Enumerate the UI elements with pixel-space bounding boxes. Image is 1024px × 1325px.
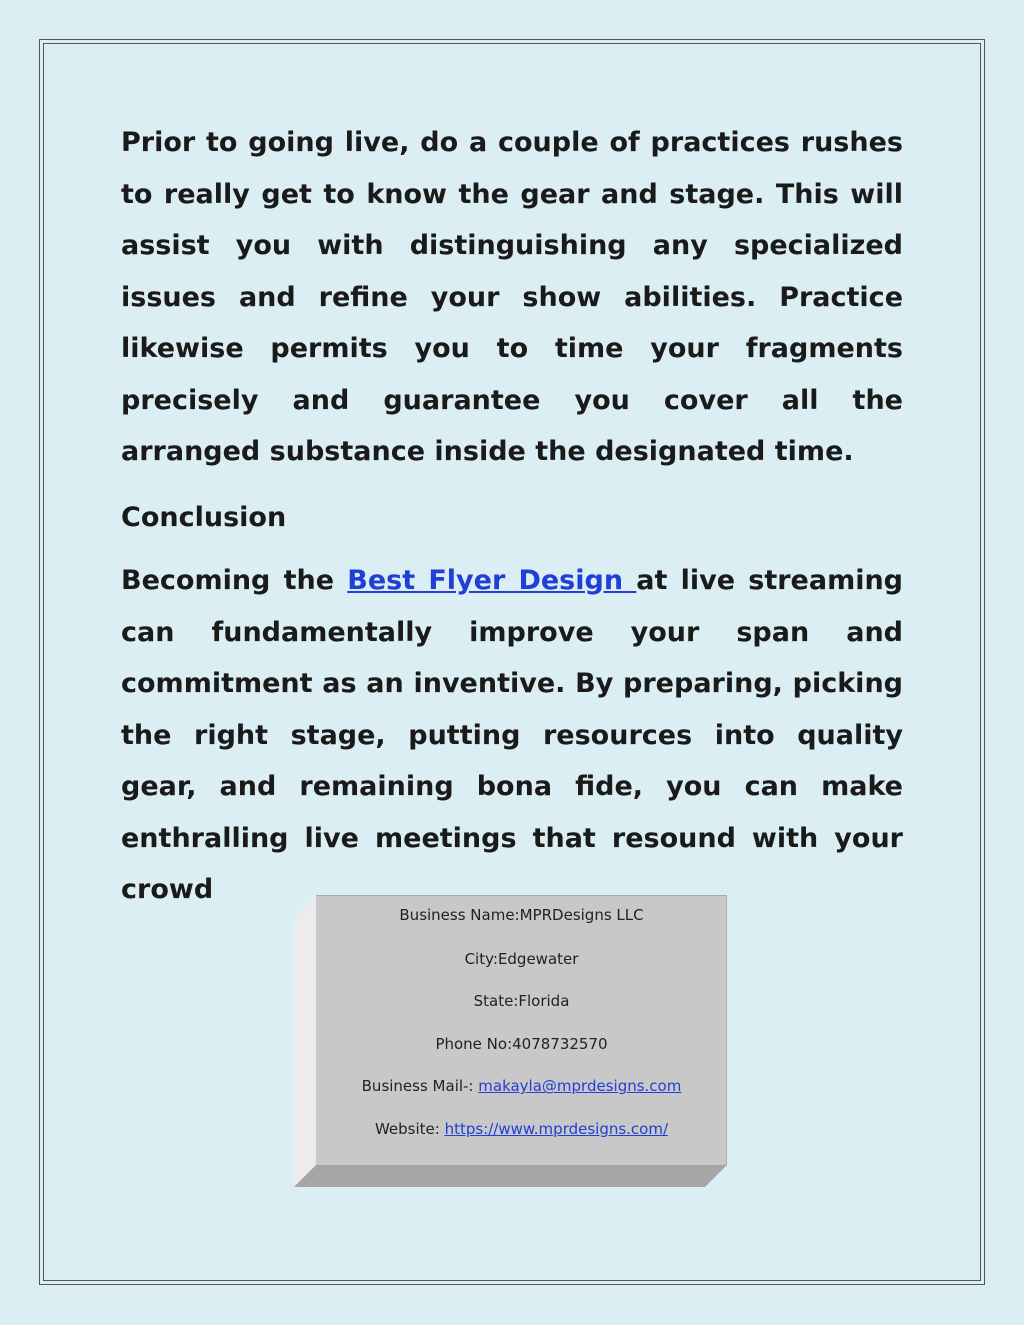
website-label: Website: (374, 1119, 445, 1138)
paragraph-practice: Prior to going live, do a couple of practices rushes to really get to know the gear and stage. This will assist you with distinguishing any specialized issues and refine your show abilities. Practice likewise permits you to time your fragments precisely and guarantee you cover all the arranged substance inside the designated time. (121, 127, 903, 467)
state-label: State: (473, 992, 519, 1011)
business-name-line (316, 895, 727, 938)
email-link[interactable]: makayla@mprdesigns.com (478, 1077, 682, 1096)
city-line (316, 938, 727, 981)
business-info-box (294, 895, 727, 1187)
mail-label: Business Mail-: (361, 1077, 479, 1096)
document-body (121, 117, 903, 916)
website-link[interactable]: https://www.mprdesigns.com/ (444, 1119, 669, 1138)
business-info-lines (316, 895, 727, 1151)
paragraph-conclusion-start: Becoming the (121, 565, 348, 596)
business-name-label: Business Name: (399, 906, 520, 924)
website-line (316, 1108, 727, 1151)
business-name-value: MPRDesigns LLC (519, 906, 644, 924)
phone-value: 4078732570 (512, 1034, 608, 1053)
state-value: Florida (518, 992, 570, 1011)
phone-line (316, 1023, 727, 1066)
phone-label: Phone No: (435, 1034, 513, 1053)
paragraph-conclusion (121, 555, 903, 916)
mail-line (316, 1065, 727, 1108)
paragraph-conclusion-end: at live streaming can fundamentally improve your span and commitment as an inventive. By preparing, picking the right stage, putting resources into quality gear, and remaining bona fide, you can make enthralling live meetings that resound with your crowd (121, 565, 904, 905)
state-line (316, 980, 727, 1023)
heading-conclusion: Conclusion (121, 501, 287, 533)
city-label: City: (464, 949, 498, 968)
best-flyer-design-link[interactable]: Best Flyer Design (347, 565, 637, 596)
city-value: Edgewater (497, 949, 579, 968)
